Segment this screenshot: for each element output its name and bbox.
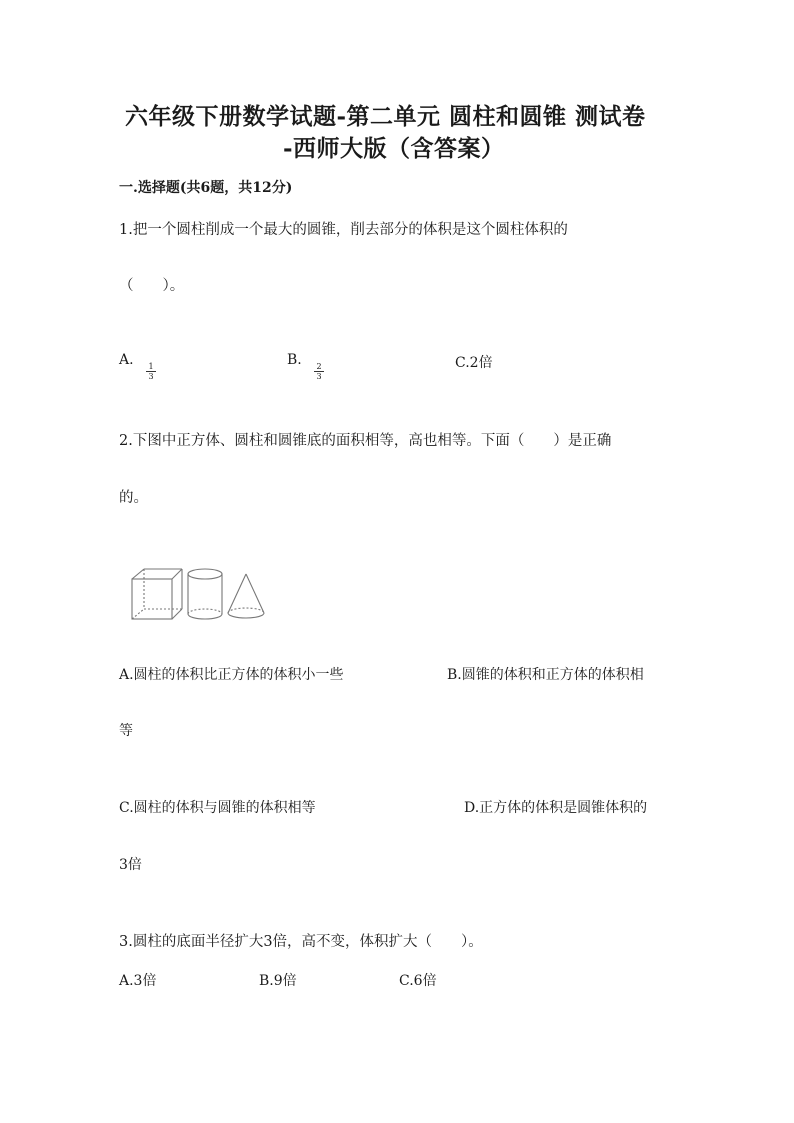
cube-icon [132, 569, 182, 619]
cylinder-icon [188, 569, 222, 619]
question-2-figure [128, 566, 273, 622]
question-3-stem-line1: 3.圆柱的底面半径扩大3倍，高不变，体积扩大（ ）。 [119, 934, 483, 950]
question-2-option-d-wrap: 3倍 [119, 857, 142, 873]
question-2-stem-line1: 2.下图中正方体、圆柱和圆锥底的面积相等，高也相等。下面（ ）是正确 [119, 433, 612, 449]
question-2-option-b-wrap: 等 [119, 723, 133, 739]
option-a-fraction [146, 362, 156, 381]
page-title-line1: 六年级下册数学试题-第二单元 圆柱和圆锥 测试卷 [125, 103, 646, 130]
question-3-option-b[interactable]: B.9倍 [259, 973, 297, 989]
question-2-option-c[interactable]: C.圆柱的体积与圆锥的体积相等 [119, 800, 316, 816]
question-3-option-c[interactable]: C.6倍 [399, 973, 437, 989]
cone-icon [228, 574, 264, 618]
question-2-stem-line2: 的。 [119, 490, 148, 506]
question-1-stem-line2: （ ）。 [119, 278, 185, 294]
option-a-numerator: 1 [146, 362, 156, 372]
question-2-option-a[interactable]: A.圆柱的体积比正方体的体积小一些 [119, 667, 344, 683]
option-b-numerator: 2 [314, 362, 324, 372]
page-title-line2: -西师大版（含答案） [283, 135, 505, 162]
option-a-label: A. [119, 352, 134, 368]
question-1-stem-line1: 1.把一个圆柱削成一个最大的圆锥，削去部分的体积是这个圆柱体积的 [119, 222, 568, 238]
option-b-denominator: 3 [316, 372, 322, 381]
option-a-denominator: 3 [148, 372, 154, 381]
question-1-option-c[interactable]: C.2倍 [455, 355, 493, 371]
question-3-option-a[interactable]: A.3倍 [119, 973, 157, 989]
question-2-option-d[interactable]: D.正方体的体积是圆锥体积的 [464, 800, 648, 816]
section-heading: 一.选择题(共6题，共12分) [119, 180, 293, 196]
question-2-option-b[interactable]: B.圆锥的体积和正方体的体积相 [447, 667, 644, 683]
option-b-fraction [314, 362, 324, 381]
option-b-label: B. [287, 352, 302, 368]
